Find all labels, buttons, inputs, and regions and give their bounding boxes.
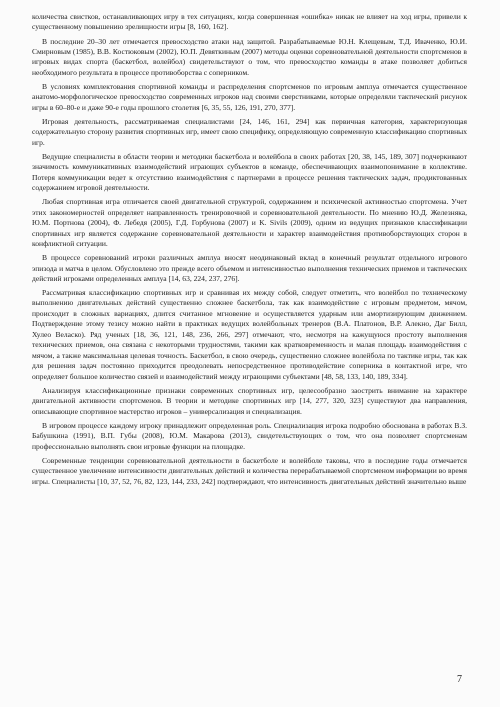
page-number: 7 bbox=[457, 674, 462, 685]
paragraph: В процессе соревнований игроки различных амплуа вносят неодинаковый вклад в конечный результат отдельного игрового эпизода и матча в целом. Обусловлено это прежде всего объемом и интенсивностью выполнения технических приемов и тактических действий игроками определенных амплуа [14, 63, 224, 237, 276]. bbox=[32, 253, 467, 283]
paragraph: В игровом процессе каждому игроку принадлежит определенная роль. Специализация игрока подробно обоснована в работах В.З. Бабушкина (1991), В.П. Губы (2008), Ю.М. Макарова (2013), свидетельствующих о том, что она позволяет спортсменам профессионально выполнять свои игровые функции на площадке. bbox=[32, 420, 467, 451]
paragraph: Рассматривая классификацию спортивных игр и сравнивая их между собой, следует отметить, что волейбол по техническому выполнению двигательных действий существенно сложнее баскетбола, так как взаимодействие с игровым предметом, мячом, происходит в сложных вариациях, длится считанное мгновение и осуществляется ударным или амортизирующим движением. Подтверждение этому тезису можно найти в практиках ведущих волейбольных тренеров (В.А. Платонов, В.Р. Алекно, Даг Билл, Хулео Веласко). Ряд ученых [18, 36, 121, 148, 236, 266, 297] отмечают, что, несмотря на кажущуюся простоту выполнения технических приемов, она связана с некоторыми трудностями, такими как кратковременность и малая площадь взаимодействия с мячом, а также максимальная целевая точность. Баскетбол, в свою очередь, существенно сложнее волейбола по тактике игры, так как для решения задач постоянно приходится преодолевать непосредственное противодействие соперника в контактной игре, что определяет большое количество связей и взаимодействий между играющими субъектами [48, 58, 133, 140, 189, 334]. bbox=[32, 288, 467, 381]
paragraph: Любая спортивная игра отличается своей двигательной структурой, содержанием и психической активностью спортсмена. Учет этих закономерностей определяет направленность тренировочной и соревновательной деятельности. По мнению Ю.Д. Железняка, Ю.М. Портнова (2004), Ф. Лебедя (2005), Г.Д. Горбунова (2007) и K. Sivils (2009), одним из ведущих признаков классификации спортивных игр является содержание соревновательной деятельности и характер взаимодействия противоборствующих сторон в конфликтной ситуации. bbox=[32, 197, 467, 249]
paragraph: Анализируя классификационные признаки современных спортивных игр, целесообразно заострить внимание на характере двигательной активности спортсменов. В теории и методике спортивных игр [14, 277, 320, 323] существуют два направления, описывающие спортивное мастерство игроков – универсализация и специализация. bbox=[32, 385, 467, 416]
paragraph: Современные тенденции соревновательной деятельности в баскетболе и волейболе таковы, что в последние годы отмечается существенное увеличение интенсивности двигательных действий и количества перерабатываемой спортсменом информации во время игры. Специалисты [10, 37, 52, 76, 82, 123, 144, 233, 242] подтверждают, что интенсивность двигательных действий значительно выше bbox=[32, 455, 467, 486]
paragraph: В условиях комплектования спортивной команды и распределения спортсменов по игровым амплуа отмечается существенное анатомо-морфологическое превосходство современных игроков над своими сверстниками, которые определяли тактический рисунок игры в 60–80-е и даже 90-е годы прошлого столетия [6, 35, 55, 126, 191, 270, 377]. bbox=[32, 81, 467, 112]
paragraph: Игровая деятельность, рассматриваемая специалистами [24, 146, 161, 294] как первичная категория, характеризующая содержательную сторону развития спортивных игр, имеет свою специфику, определяющую современную классификацию спортивных игр. bbox=[32, 116, 467, 147]
paragraph-continued: количества свистков, останавливающих игру в тех ситуациях, когда совершенная «ошибка» никак не влияет на ход игры, привели к существенному повышению зрелищности игры [8, 160, 162]. bbox=[32, 12, 467, 32]
paragraph: В последние 20–30 лет отмечается превосходство атаки над защитой. Разрабатываемые Ю.Н. Клещевым, Т.Д. Иваченко, Ю.И. Смирновым (1985), В.В. Костюковым (2002), Ю.П. Девяткиным (2007) методы оценки соревновательной деятельности спортсменов в игровых видах спорта (баскетбол, волейбол) свидетельствуют о том, что превосходство команды в атаке позволяет добиться необходимого результата в процессе противоборства с соперником. bbox=[32, 36, 467, 77]
paragraph: Ведущие специалисты в области теории и методики баскетбола и волейбола в своих работах [20, 38, 145, 189, 307] подчеркивают значимость коммуникативных взаимодействий играющих субъектов в команде, обеспечивающих взаимопонимание в коллективе. Потеря коммуникации ведет к отсутствию взаимодействия с партнерами в процессе решения тактических задач, продиктованных содержанием игровой деятельности. bbox=[32, 151, 467, 193]
body-text bbox=[32, 12, 467, 487]
